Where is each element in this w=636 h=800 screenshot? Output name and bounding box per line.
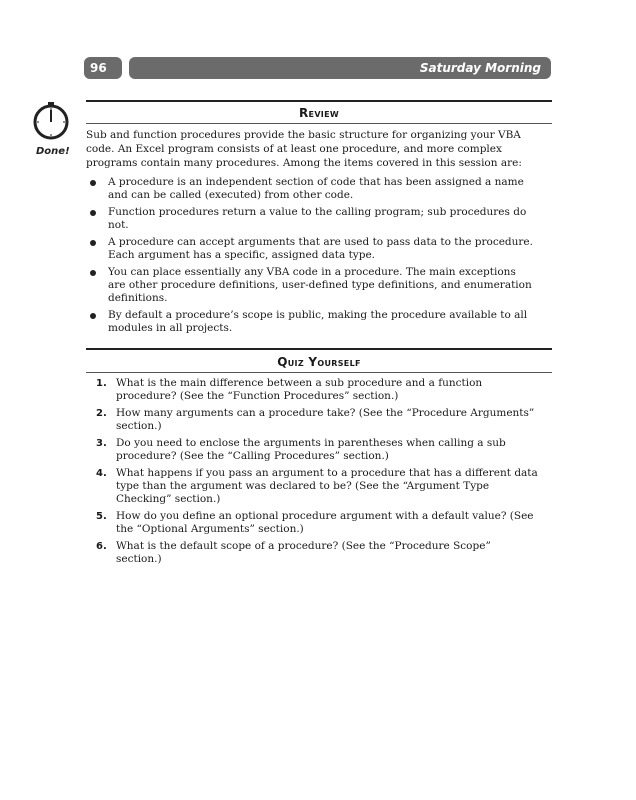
quiz-item-text: Do you need to enclose the arguments in parentheses when calling a sub procedure? (See the “Calling Procedures” section.) xyxy=(116,437,506,462)
quiz-item-number: 6. xyxy=(96,541,107,552)
quiz-item xyxy=(86,437,538,463)
stopwatch-icon xyxy=(30,100,72,142)
review-bullet: You can place essentially any VBA code in a procedure. The main exceptions are other procedure definitions, user-defined type definitions, and enumeration definitions. xyxy=(86,266,536,305)
quiz-item-text: What is the default scope of a procedure? (See the “Procedure Scope” section.) xyxy=(116,540,491,565)
review-rule-bottom xyxy=(86,123,552,124)
quiz-list xyxy=(86,377,538,570)
quiz-item xyxy=(86,407,538,433)
quiz-item-number: 1. xyxy=(96,378,107,389)
quiz-item-text: How do you define an optional procedure argument with a default value? (See the “Optional Arguments” section.) xyxy=(116,510,534,535)
review-bullet: By default a procedure’s scope is public, making the procedure available to all modules in all projects. xyxy=(86,309,536,335)
quiz-item-text: What is the main difference between a sub procedure and a function procedure? (See the “Function Procedures” section.) xyxy=(116,377,483,402)
quiz-item-number: 2. xyxy=(96,408,107,419)
done-label: Done! xyxy=(36,146,70,157)
quiz-item xyxy=(86,467,538,506)
quiz-item xyxy=(86,510,538,536)
quiz-item-number: 5. xyxy=(96,511,107,522)
page-number: 96 xyxy=(90,61,107,75)
running-header-bar xyxy=(129,57,551,79)
review-bullet: Function procedures return a value to the calling program; sub procedures do not. xyxy=(86,206,536,232)
quiz-rule-bottom xyxy=(86,372,552,373)
quiz-item-number: 4. xyxy=(96,468,107,479)
page-number-tab xyxy=(84,57,122,79)
quiz-item-number: 3. xyxy=(96,438,107,449)
review-title: Review xyxy=(299,106,339,120)
review-bullet: A procedure can accept arguments that are used to pass data to the procedure. Each argument has a specific, assigned data type. xyxy=(86,236,536,262)
quiz-item xyxy=(86,377,538,403)
quiz-rule-top xyxy=(86,348,552,350)
quiz-item-text: What happens if you pass an argument to a procedure that has a different data type than the argument was declared to be? (See the “Argument Type Checking” section.) xyxy=(116,467,538,505)
running-title: Saturday Morning xyxy=(419,61,541,75)
review-rule-top xyxy=(86,100,552,102)
quiz-item-text: How many arguments can a procedure take? (See the “Procedure Arguments” section.) xyxy=(116,407,535,432)
review-bullet-list xyxy=(86,176,536,339)
review-intro: Sub and function procedures provide the basic structure for organizing your VBA code. An Excel program consists of at least one procedure, and more complex programs contain many procedures. Among the items covered in this session are: xyxy=(86,129,522,169)
review-bullet: A procedure is an independent section of code that has been assigned a name and can be called (executed) from other code. xyxy=(86,176,536,202)
quiz-title: Quiz Yourself xyxy=(277,355,361,369)
quiz-item xyxy=(86,540,538,566)
